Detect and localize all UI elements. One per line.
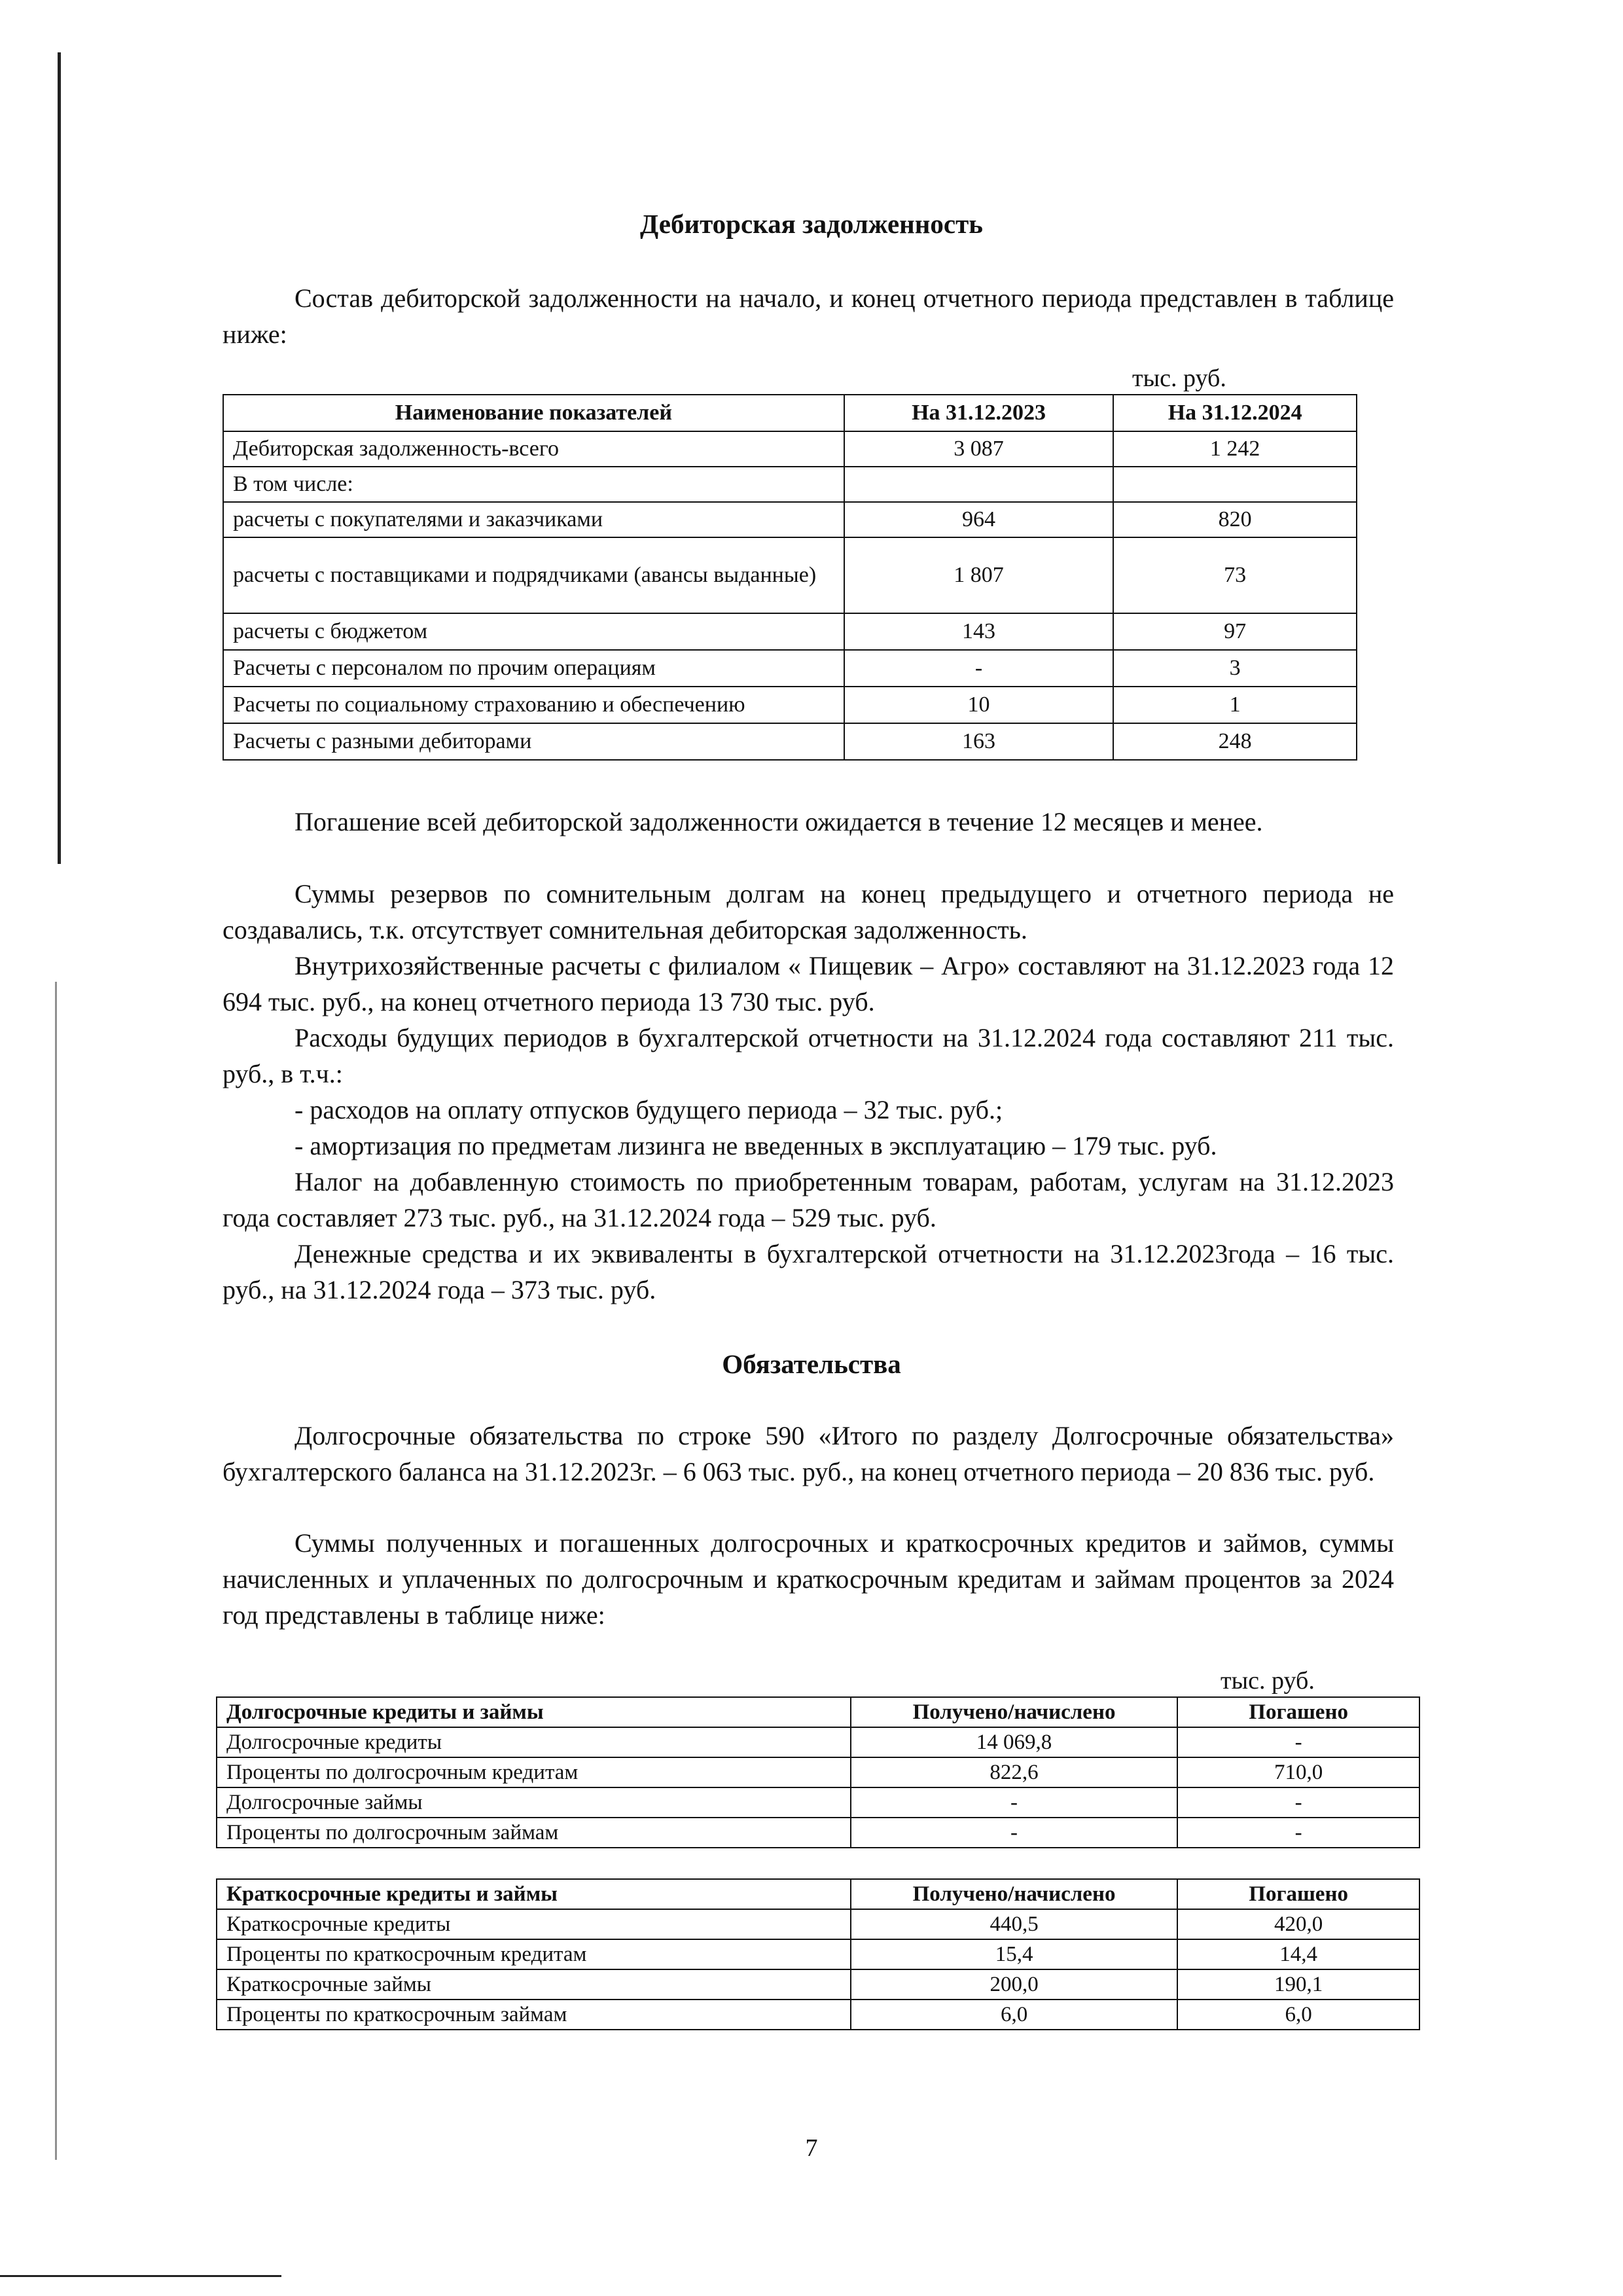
value-2024 — [1113, 467, 1357, 502]
repaid-value: 14,4 — [1177, 1939, 1419, 1969]
paragraph: - амортизация по предметам лизинга не введенных в эксплуатацию – 179 тыс. руб. — [294, 1131, 1217, 1160]
received-value: 15,4 — [851, 1939, 1177, 1969]
row-label: Проценты по краткосрочным займам — [217, 2000, 851, 2030]
header-cell: Долгосрочные кредиты и займы — [217, 1697, 851, 1727]
value-2023: 964 — [844, 502, 1114, 537]
repaid-value: 420,0 — [1177, 1909, 1419, 1939]
table-row — [217, 1757, 1419, 1787]
scan-edge-mark — [58, 52, 61, 864]
paragraph: Денежные средства и их эквиваленты в бухгалтерской отчетности на 31.12.2023года – 16 тыс. руб., на 31.12.2024 года – 373 тыс. руб. — [223, 1239, 1394, 1304]
scan-edge-mark — [55, 982, 57, 2160]
table-header-row — [217, 1879, 1419, 1909]
receivables-table — [223, 394, 1357, 761]
received-value: 822,6 — [851, 1757, 1177, 1787]
value-2024: 3 — [1113, 650, 1357, 687]
table-row — [217, 1727, 1419, 1757]
table-row — [223, 502, 1357, 537]
table-row — [217, 1969, 1419, 2000]
value-2024: 97 — [1113, 613, 1357, 650]
table-row — [217, 2000, 1419, 2030]
section-title-receivables: Дебиторская задолженность — [640, 209, 983, 239]
table-row — [217, 1939, 1419, 1969]
section-title-liabilities: Обязательства — [722, 1349, 901, 1379]
intro-paragraph: Состав дебиторской задолженности на начало, и конец отчетного периода представлен в таблице ниже: — [223, 283, 1394, 349]
row-label: В том числе: — [223, 467, 844, 502]
table-row — [223, 650, 1357, 687]
received-value: 200,0 — [851, 1969, 1177, 2000]
received-value: 6,0 — [851, 2000, 1177, 2030]
header-cell: Получено/начислено — [851, 1879, 1177, 1909]
paragraph: Расходы будущих периодов в бухгалтерской отчетности на 31.12.2024 года составляют 211 тыс. руб., в т.ч.: — [223, 1023, 1394, 1088]
row-label: Долгосрочные кредиты — [217, 1727, 851, 1757]
unit-label: тыс. руб. — [1221, 1667, 1315, 1695]
row-label: Дебиторская задолженность-всего — [223, 431, 844, 467]
header-cell: На 31.12.2024 — [1113, 395, 1357, 431]
received-value: - — [851, 1787, 1177, 1818]
row-label: Краткосрочные займы — [217, 1969, 851, 2000]
header-cell: Получено/начислено — [851, 1697, 1177, 1727]
repaid-value: - — [1177, 1818, 1419, 1848]
repaid-value: - — [1177, 1727, 1419, 1757]
header-cell: Наименование показателей — [223, 395, 844, 431]
table-row — [223, 723, 1357, 760]
value-2023: - — [844, 650, 1114, 687]
paragraph: Внутрихозяйственные расчеты с филиалом « Пищевик – Агро» составляют на 31.12.2023 года 12 694 тыс. руб., на конец отчетного периода 13 730 тыс. руб. — [223, 951, 1394, 1016]
received-value: 440,5 — [851, 1909, 1177, 1939]
repaid-value: - — [1177, 1787, 1419, 1818]
paragraph: Суммы полученных и погашенных долгосрочных и краткосрочных кредитов и займов, суммы начисленных и уплаченных по долгосрочным и краткосрочным кредитам и займам процентов за 2024 год представлены в таблице ниже: — [223, 1528, 1394, 1630]
table-row — [223, 613, 1357, 650]
value-2024: 1 — [1113, 687, 1357, 723]
table-row — [223, 537, 1357, 613]
row-label: Проценты по долгосрочным кредитам — [217, 1757, 851, 1787]
table-row — [217, 1909, 1419, 1939]
row-label: Расчеты с персоналом по прочим операциям — [223, 650, 844, 687]
value-2023: 1 807 — [844, 537, 1114, 613]
value-2023: 163 — [844, 723, 1114, 760]
table-row — [223, 687, 1357, 723]
table-row — [217, 1818, 1419, 1848]
repaid-value: 710,0 — [1177, 1757, 1419, 1787]
value-2024: 1 242 — [1113, 431, 1357, 467]
repaid-value: 190,1 — [1177, 1969, 1419, 2000]
paragraph: Налог на добавленную стоимость по приобретенным товарам, работам, услугам на 31.12.2023 года составляет 273 тыс. руб., на 31.12.2024 года – 529 тыс. руб. — [223, 1167, 1394, 1232]
row-label: Краткосрочные кредиты — [217, 1909, 851, 1939]
table-row — [223, 431, 1357, 467]
unit-label: тыс. руб. — [1132, 365, 1226, 392]
long-term-loans-table — [216, 1696, 1420, 1848]
row-label: Проценты по краткосрочным кредитам — [217, 1939, 851, 1969]
header-cell: Погашено — [1177, 1879, 1419, 1909]
paragraph: Долгосрочные обязательства по строке 590 «Итого по разделу Долгосрочные обязательства» бухгалтерского баланса на 31.12.2023г. – 6 063 тыс. руб., на конец отчетного периода – 20 836 тыс. руб. — [223, 1421, 1394, 1486]
paragraph: Погашение всей дебиторской задолженности ожидается в течение 12 месяцев и менее. — [294, 807, 1263, 836]
value-2024: 820 — [1113, 502, 1357, 537]
value-2023: 3 087 — [844, 431, 1114, 467]
value-2023: 143 — [844, 613, 1114, 650]
paragraph: - расходов на оплату отпусков будущего периода – 32 тыс. руб.; — [294, 1095, 1003, 1124]
table-header-row — [223, 395, 1357, 431]
received-value: 14 069,8 — [851, 1727, 1177, 1757]
row-label: расчеты с поставщиками и подрядчиками (авансы выданные) — [223, 537, 844, 613]
received-value: - — [851, 1818, 1177, 1848]
row-label: Расчеты по социальному страхованию и обеспечению — [223, 687, 844, 723]
repaid-value: 6,0 — [1177, 2000, 1419, 2030]
value-2024: 248 — [1113, 723, 1357, 760]
table-row — [223, 467, 1357, 502]
page-number: 7 — [805, 2134, 818, 2162]
table-header-row — [217, 1697, 1419, 1727]
short-term-loans-table — [216, 1878, 1420, 2030]
header-cell: Погашено — [1177, 1697, 1419, 1727]
table-row — [217, 1787, 1419, 1818]
row-label: расчеты с покупателями и заказчиками — [223, 502, 844, 537]
row-label: расчеты с бюджетом — [223, 613, 844, 650]
row-label: Проценты по долгосрочным займам — [217, 1818, 851, 1848]
header-cell: Краткосрочные кредиты и займы — [217, 1879, 851, 1909]
paragraph: Суммы резервов по сомнительным долгам на конец предыдущего и отчетного периода не создавались, т.к. отсутствует сомнительная дебиторская задолженность. — [223, 879, 1394, 944]
value-2023: 10 — [844, 687, 1114, 723]
row-label: Расчеты с разными дебиторами — [223, 723, 844, 760]
header-cell: На 31.12.2023 — [844, 395, 1114, 431]
scan-edge-mark — [0, 2275, 281, 2277]
row-label: Долгосрочные займы — [217, 1787, 851, 1818]
value-2023 — [844, 467, 1114, 502]
value-2024: 73 — [1113, 537, 1357, 613]
